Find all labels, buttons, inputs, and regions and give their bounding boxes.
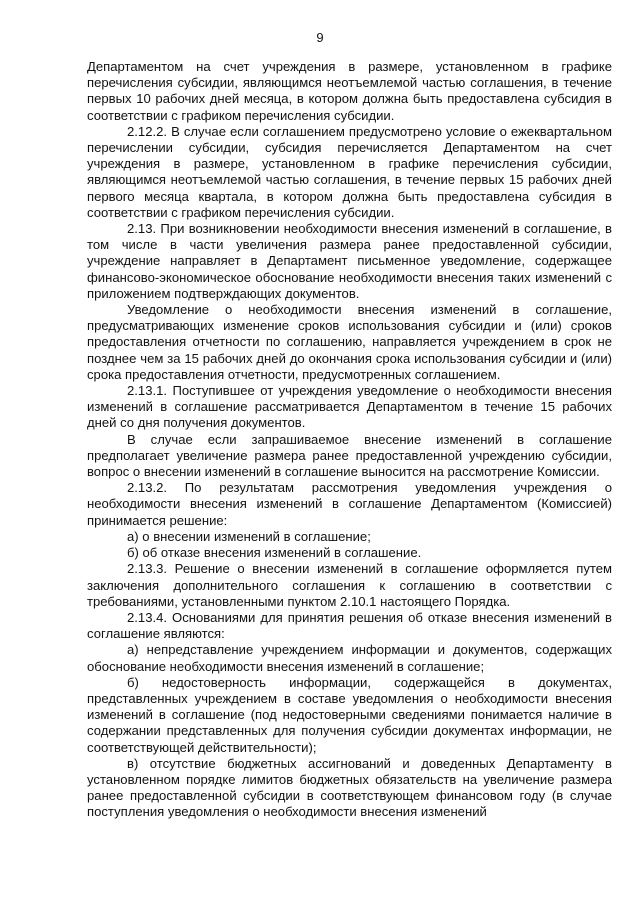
paragraph-2-13-2: 2.13.2. По результатам рассмотрения уведомления учреждения о необходимости внесения изменений в соглашение Департаментом (Комиссией) принимается решение: xyxy=(87,480,612,528)
paragraph-notification: Уведомление о необходимости внесения изменений в соглашение, предусматривающих изменение сроков использования субсидии и (или) сроков предоставления отчетности по соглашению, направляется учреждением в срок не позднее чем за 15 рабочих дней до окончания срока использования субсидии и (или) срока предоставления отчетности, предусмотренных соглашением. xyxy=(87,302,612,382)
paragraph-commission: В случае если запрашиваемое внесение изменений в соглашение предполагает увеличение размера ранее предоставленной учреждению субсидии, вопрос о внесении изменений в соглашение выносится на рассмотрение Комиссии. xyxy=(87,431,612,480)
paragraph-continuation: Департаментом на счет учреждения в размере, установленном в графике перечисления субсидии, являющимся неотъемлемой частью соглашения, в течение первых 10 рабочих дней месяца, в котором должна быть предоставлена субсидия в соответствии с графиком перечисления субсидии. xyxy=(87,59,612,123)
page-number: 9 xyxy=(316,30,324,45)
document-body xyxy=(87,59,612,821)
paragraph-2-13-3: 2.13.3. Решение о внесении изменений в соглашение оформляется путем заключения дополнительного соглашения к соглашению в соответствии с требованиями, установленными пунктом 2.10.1 настоящего Порядка. xyxy=(87,561,612,609)
paragraph-2-13-4: 2.13.4. Основаниями для принятия решения об отказе внесения изменений в соглашение являются: xyxy=(87,609,612,642)
paragraph-2-12-2: 2.12.2. В случае если соглашением предусмотрено условие о ежеквартальном перечислении субсидии, субсидия перечисляется Департаментом на счет учреждения в размере, установленном в графике перечисления субсидии, являющимся неотъемлемой частью соглашения, в течение первых 15 рабочих дней первого месяца квартала, в котором должна быть предоставлена субсидия в соответствии с графиком перечисления субсидии. xyxy=(87,123,612,220)
paragraph-2-13: 2.13. При возникновении необходимости внесения изменений в соглашение, в том числе в части увеличения размера ранее предоставленной субсидии, учреждение направляет в Департамент письменное уведомление, содержащее финансово-экономическое обоснование необходимости внесения таких изменений с приложением подтверждающих документов. xyxy=(87,221,612,301)
paragraph-2-13-1: 2.13.1. Поступившее от учреждения уведомление о необходимости внесения изменений в соглашение рассматривается Департаментом в течение 15 рабочих дней со дня получения документов. xyxy=(87,383,612,431)
list-item-b-decision: б) об отказе внесения изменений в соглашение. xyxy=(127,545,422,561)
list-item-v-grounds: в) отсутствие бюджетных ассигнований и доведенных Департаменту в установленном порядке лимитов бюджетных обязательств на увеличение размера ранее предоставленной субсидии в соответствующем финансовом году (в случае поступления уведомления о необходимости внесения изменений xyxy=(87,755,612,820)
list-item-a-grounds: а) непредставление учреждением информации и документов, содержащих обоснование необходимости внесения изменений в соглашение; xyxy=(87,642,612,674)
list-item-b-grounds: б) недостоверность информации, содержащейся в документах, представленных учреждением в составе уведомления о необходимости внесения изменений в соглашение (под недостоверными сведениями понимается наличие в содержании представленных для получения субсидии документах информации, не соответствующей действительности); xyxy=(87,674,612,755)
list-item-a-decision: а) о внесении изменений в соглашение; xyxy=(127,528,371,544)
